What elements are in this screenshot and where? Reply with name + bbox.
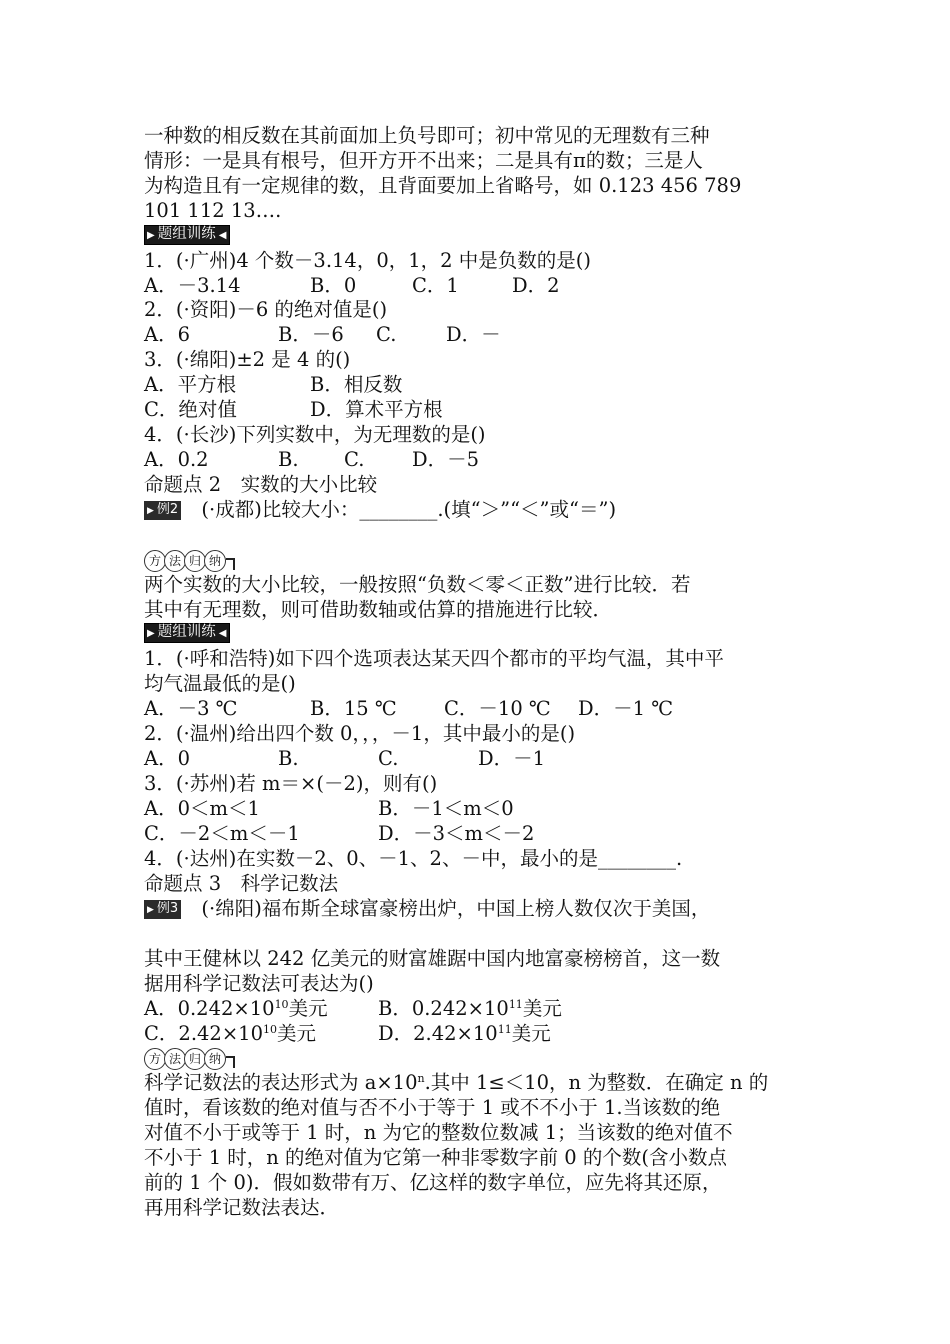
method-3-line-6: 再用科学记数法表达． [144,1196,340,1219]
method-3-line-2: 值时，看该数的绝对值与否不小于等于 1 或不不小于 1.当该数的绝 [144,1096,721,1119]
example-2 [144,498,616,522]
play-icon: ▶ [147,627,155,639]
topic-2-heading: 命题点 2 实数的大小比较 [144,473,378,496]
g2-q1-line2: 均气温最低的是() [144,672,296,695]
example-3 [144,897,710,921]
method-3-line-4: 不小于 1 时，n 的绝对值为它第一种非零数字前 0 的个数(含小数点 [144,1146,727,1169]
example-3-line-3: 据用科学记数法可表达为() [144,972,374,995]
method-label-2: 方 法 归 纳 [144,1046,235,1070]
play-icon: ▶ [147,229,155,241]
g1-q4: 4．(·长沙)下列实数中，为无理数的是() [144,423,486,446]
g2-q3: 3．(·苏州)若 m＝×(－2)，则有() [144,772,438,795]
g2-q4: 4．(·达州)在实数－2、0、－1、2、－中，最小的是________. [144,847,683,870]
hook-icon [226,558,235,570]
example-3-line-1: (·绵阳)福布斯全球富豪榜出炉，中国上榜人数仅次于美国， [201,897,711,920]
g1-q3: 3．(·绵阳)±2 是 4 的() [144,348,351,371]
g2-q1-line1: 1．(·呼和浩特)如下四个选项表达某天四个都市的平均气温，其中平 [144,647,724,670]
back-icon: ◀ [218,229,227,241]
method-3-line-3: 对值不小于或等于 1 时，n 为它的整数位数减 1；当该数的绝对值不 [144,1121,733,1144]
intro-line-2: 情形：一是具有根号，但开方开不出来；二是具有π的数；三是人 [144,149,703,172]
topic-3-heading: 命题点 3 科学记数法 [144,872,339,895]
play-icon: ▶ [147,905,154,915]
hook-icon [226,1056,235,1068]
method-2-line-1: 两个实数的大小比较，一般按照“负数＜零＜正数”进行比较．若 [144,573,691,596]
g1-q1: 1．(·广州)4 个数－3.14，0，1，2 中是负数的是() [144,249,591,272]
method-label-1: 方 法 归 纳 [144,548,235,572]
example-3-tag: ▶ 例3 [144,900,181,919]
intro-line-3: 为构造且有一定规律的数，且背面要加上省略号，如 0.123 456 789 [144,174,742,197]
group-training-label-1: ▶ 题组训练 ◀ [144,222,230,246]
method-3-line-5: 前的 1 个 0)．假如数带有万、亿这样的数字单位，应先将其还原， [144,1171,722,1194]
g2-q2: 2．(·温州)给出四个数 0，，，－1，其中最小的是() [144,722,576,745]
intro-line-1: 一种数的相反数在其前面加上负号即可；初中常见的无理数有三种 [144,124,710,147]
method-2-line-2: 其中有无理数，则可借助数轴或估算的措施进行比较． [144,598,613,621]
example-2-text: (·成都)比较大小：________.(填“＞”“＜”或“＝”) [201,498,617,521]
method-3-line-1: 科学记数法的表达形式为 $a\times 10^n$.其中 1≤＜10，n 为整数．在确定 n 的 [144,1071,769,1094]
g1-q2: 2．(·资阳)－6 的绝对值是() [144,298,388,321]
back-icon: ◀ [218,627,227,639]
example-3-line-2: 其中王健林以 242 亿美元的财富雄踞中国内地富豪榜榜首，这一数 [144,947,721,970]
play-icon: ▶ [147,506,154,516]
group-training-label-2: ▶ 题组训练 ◀ [144,620,230,644]
example-2-tag: ▶ 例2 [144,501,181,520]
intro-line-4: 101 112 13…. [144,199,282,222]
